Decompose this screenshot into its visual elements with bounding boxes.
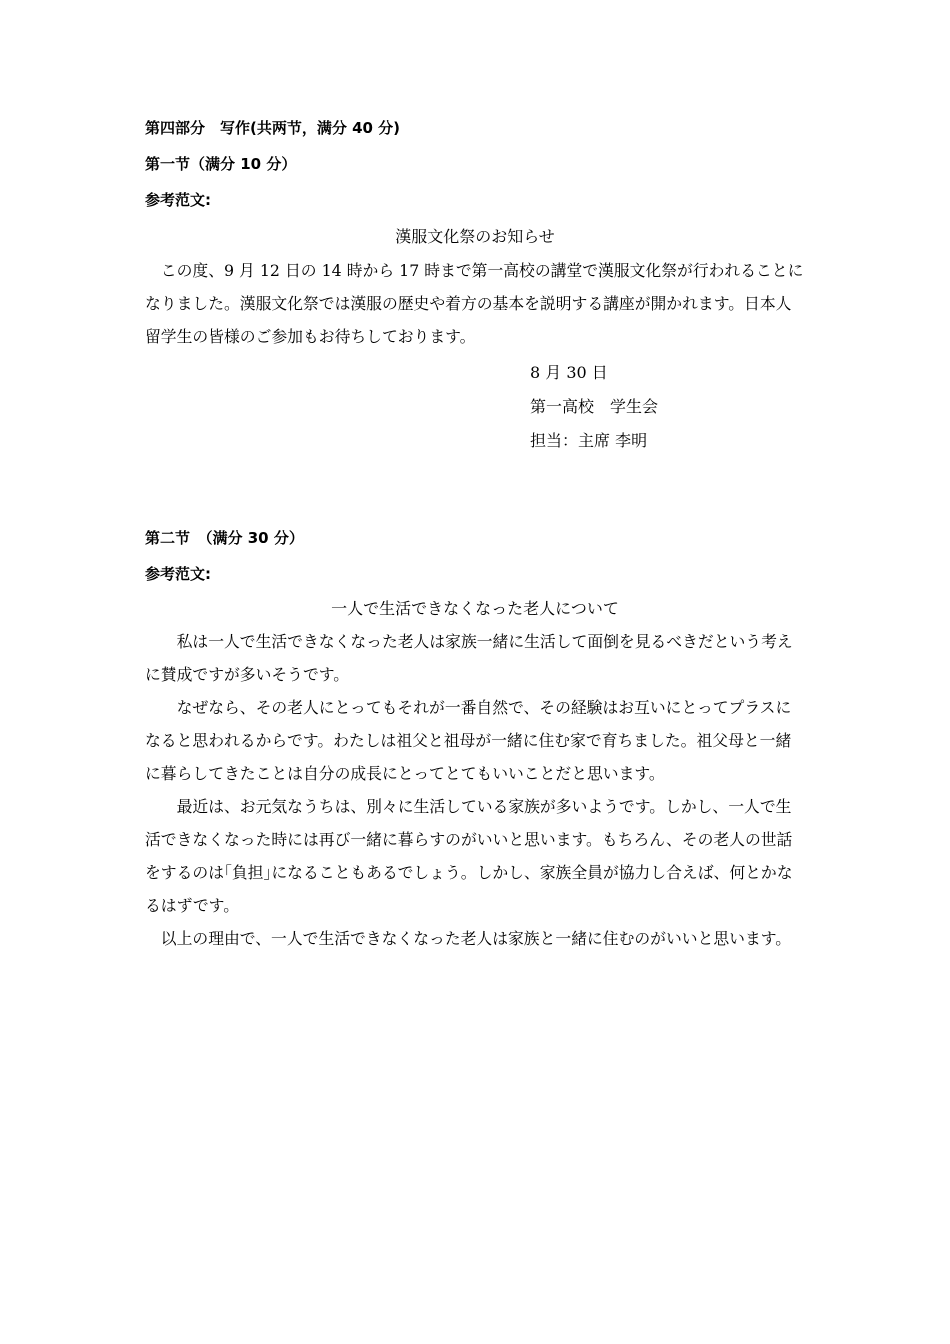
notice-organization: 第一高校 学生会 — [530, 397, 659, 416]
section1-body — [145, 254, 807, 353]
section2-body — [145, 625, 807, 955]
section2-heading: 第二节 （满分 30 分） — [145, 529, 304, 547]
section2-title: 一人で生活できなくなった老人について — [331, 599, 619, 618]
section2-paragraph-1: 私は一人で生活できなくなった老人は家族一緒に生活して面倒を見るべきだという考えに賛成ですが多いそうです。 — [145, 632, 793, 684]
section2-paragraph-2: なぜなら、その老人にとってもそれが一番自然で、その経験はお互いにとってプラスになると思われるからです。わたしは祖父と祖母が一緒に住む家で育ちました。祖父母と一緒に暮らしてきたことは自分の成長にとってとてもいいことだと思います。 — [145, 698, 792, 783]
section2-ref-label: 参考范文: — [145, 565, 211, 583]
part-heading: 第四部分 写作(共两节，满分 40 分) — [145, 119, 401, 137]
section2-paragraph-4: 以上の理由で、一人で生活できなくなった老人は家族と一緒に住むのがいいと思います。 — [160, 929, 792, 948]
section1-heading: 第一节（满分 10 分） — [145, 155, 297, 173]
section2-paragraph-3: 最近は、お元気なうちは、別々に生活している家族が多いようです。しかし、一人で生活できなくなった時には再び一緒に暮らすのがいいと思います。もちろん、その老人の世話をするのは｢負担｣になることもあるでしょう。しかし、家族全員が協力し合えば、何とかなるはずです。 — [145, 797, 793, 915]
section1-paragraph: この度、9 月 12 日の 14 時から 17 時まで第一高校の講堂で漢服文化祭が行われることになりました。漢服文化祭では漢服の歴史や着方の基本を説明する講座が開かれます。日本人留学生の皆様のご参加もお待ちしております。 — [145, 261, 804, 346]
notice-contact: 担当：主席 李明 — [530, 431, 648, 450]
section1-title: 漢服文化祭のお知らせ — [395, 227, 555, 246]
notice-date: 8 月 30 日 — [530, 363, 608, 382]
section1-ref-label: 参考范文: — [145, 191, 211, 209]
